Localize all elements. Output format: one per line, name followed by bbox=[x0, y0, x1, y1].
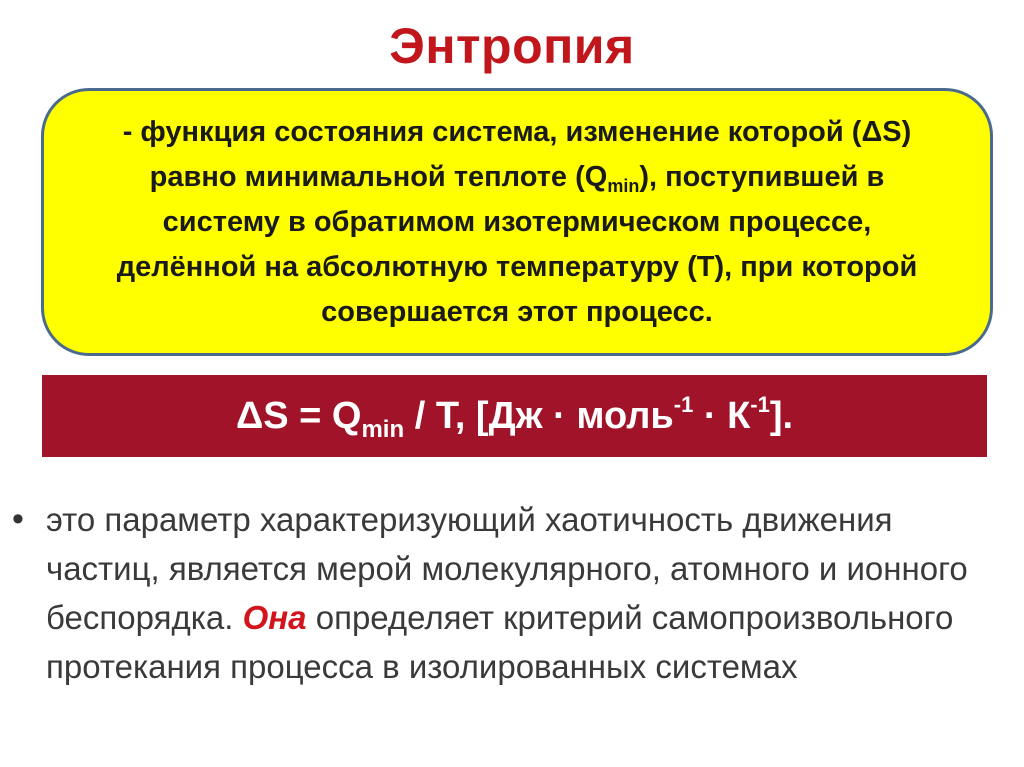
formula-subscript-min: min bbox=[361, 416, 405, 443]
definition-line-3: систему в обратимом изотермическом процессе, bbox=[162, 205, 872, 238]
bullet-text bbox=[46, 495, 996, 691]
definition-line-2b: ), поступившей в bbox=[639, 160, 885, 193]
bullet-text-after: определяет критерий самопроизвольного протекания процесса в изолированных системах bbox=[46, 599, 954, 685]
slide-title: Энтропия bbox=[389, 18, 635, 74]
formula-part-3: · К bbox=[693, 395, 751, 437]
definition-line-5: совершается этот процесс. bbox=[321, 295, 713, 328]
definition-line-2a: равно минимальной теплоте (Q bbox=[149, 160, 608, 193]
definition-line-4: делённой на абсолютную температуру (T), при которой bbox=[116, 250, 918, 283]
entropy-formula bbox=[235, 392, 794, 443]
definition-line-1: - функция состояния система, изменение которой (ΔS) bbox=[122, 115, 912, 148]
formula-part-4: ]. bbox=[769, 395, 794, 437]
formula-superscript-2: -1 bbox=[750, 392, 770, 417]
formula-part-1: ΔS = Q bbox=[235, 395, 362, 437]
formula-part-2: / T, [Дж · моль bbox=[404, 395, 674, 437]
definition-line-2-subscript: min bbox=[607, 175, 640, 196]
bullet-item bbox=[12, 495, 1012, 691]
formula-bar bbox=[42, 375, 987, 457]
bullet-text-before: это параметр характеризующий хаотичность движения частиц, является мерой молекулярного, атомного и ионного беспорядка. bbox=[46, 501, 968, 636]
definition-text bbox=[67, 110, 967, 335]
bullet-marker: • bbox=[12, 500, 24, 538]
definition-box bbox=[41, 88, 993, 356]
bullet-emphasis: Она bbox=[242, 599, 307, 636]
formula-superscript-1: -1 bbox=[673, 392, 694, 417]
